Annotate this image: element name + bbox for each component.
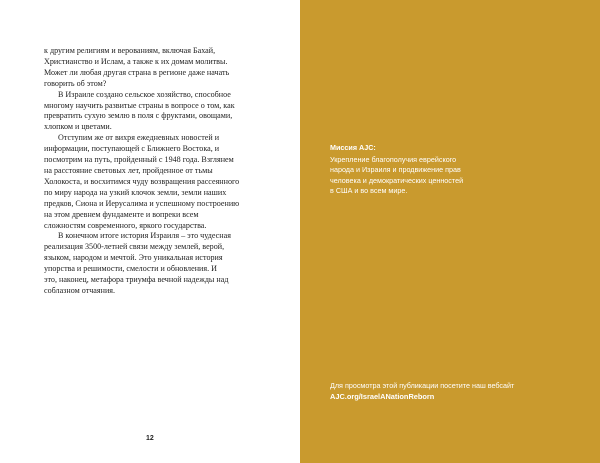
mission-line: человека и демократических ценностей	[330, 175, 464, 185]
text-line: Холокоста, и восхитимся чуду возвращения рассеянного	[44, 176, 240, 186]
mission-line: в США и во всем мире.	[330, 186, 408, 196]
text-line: Может ли любая другая страна в регионе даже начать	[44, 67, 230, 77]
visit-text: Для просмотра этой публикации посетите наш вебсайт	[330, 381, 515, 390]
text-line: хлопком и цветами.	[44, 122, 112, 132]
mission-heading: Миссия AJC:	[330, 143, 376, 152]
text-line: на этом древнем фундаменте и вопреки всем	[44, 209, 199, 219]
text-line: говорить об этом?	[44, 78, 107, 88]
text-line: посмотрим на путь, пройденный с 1948 года. Взглянем	[44, 155, 234, 165]
text-line: предков, Сиона и Иерусалима и успешному построению	[44, 198, 240, 208]
text-line: это, наконец, метафора триумфа вечной надежды над	[44, 275, 229, 285]
text-line: реализация 3500-летней связи между землей, верой,	[44, 242, 225, 252]
page-number: 12	[146, 435, 154, 442]
text-line: соблазном отчаяния.	[44, 285, 116, 295]
text-line: многому научить развитые страны в вопросе о том, как	[44, 100, 235, 110]
text-line: упорства и решимости, смелости и обновления. И	[44, 264, 217, 274]
text-line: Христианство и Ислам, а также к их домам молитвы.	[44, 56, 228, 66]
mission-line: Укрепление благополучия еврейского	[330, 155, 457, 164]
text-line: В конечном итоге история Израиля – это чудесная	[58, 231, 231, 241]
body-text	[44, 46, 276, 297]
text-line: информации, поступающей с Ближнего Востока, и	[44, 144, 220, 154]
text-line: языком, народом и мечтой. Это уникальная история	[44, 253, 223, 263]
text-line: к другим религиям и верованиям, включая Бахай,	[44, 46, 216, 55]
website-promo	[330, 380, 580, 403]
text-line: сложностям современного, яркого государства.	[44, 220, 207, 230]
mission-line: народа и Израиля и продвижение прав	[330, 165, 461, 175]
text-line: превратить сухую землю в поля с фруктами, овощами,	[44, 111, 233, 121]
website-link[interactable]: AJC.org/IsraelANationReborn	[330, 392, 435, 401]
mission-statement	[330, 143, 570, 197]
text-line: на расстояние световых лет, пройденное от тьмы	[44, 165, 213, 175]
text-line: В Израиле создано сельское хозяйство, способное	[58, 89, 231, 99]
text-line: Отступим же от вихря ежедневных новостей и	[58, 133, 220, 143]
text-line: по миру народа на узкий клочок земли, земли наших	[44, 187, 227, 197]
